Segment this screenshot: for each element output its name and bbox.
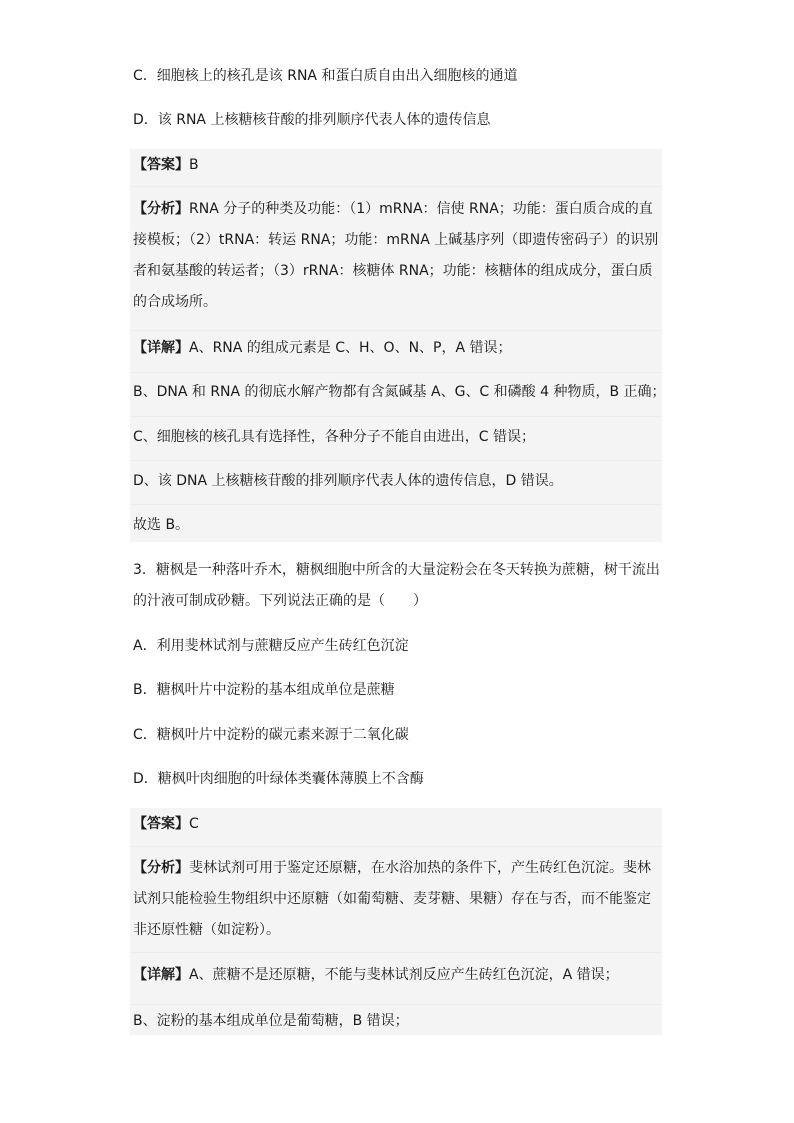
q3-option-c: C．糖枫叶片中淀粉的碳元素来源于二氧化碳 [133,727,409,743]
q3-option-d: D．糖枫叶肉细胞的叶绿体类囊体薄膜上不含酶 [133,771,424,787]
divider [130,416,662,417]
q3-answer [133,814,199,834]
q3-stem: 3．糖枫是一种落叶乔木，糖枫细胞中所含的大量淀粉会在冬天转换为蔗糖，树干流出的汁液可制成砂糖。下列说法正确的是（ ） [133,562,660,609]
divider [130,186,662,187]
divider [130,330,662,331]
divider [130,372,662,373]
q2-option-c: C．细胞核上的核孔是该 RNA 和蛋白质自由出入细胞核的通道 [133,68,518,84]
divider [130,952,662,953]
answer-value: B [189,157,199,173]
divider [130,846,662,847]
detail-label: 【详解】 [133,967,189,983]
q3-detail-b: B、淀粉的基本组成单位是葡萄糖，B 错误； [133,1013,409,1029]
analysis-label: 【分析】 [133,201,189,217]
answer-label: 【答案】 [133,157,189,173]
answer-label: 【答案】 [133,816,189,832]
q3-option-b: B．糖枫叶片中淀粉的基本组成单位是蔗糖 [133,682,395,698]
q2-answer [133,155,199,175]
q3-detail-a [133,965,619,985]
q2-detail-d: D、该 DNA 上核糖核苷酸的排列顺序代表人体的遗传信息，D 错误。 [133,473,563,489]
q3-option-a: A．利用斐林试剂与蔗糖反应产生砖红色沉淀 [133,638,409,654]
divider [130,460,662,461]
analysis-text: 斐林试剂可用于鉴定还原糖，在水浴加热的条件下，产生砖红色沉淀。斐林试剂只能检验生物组织中还原糖（如葡萄糖、麦芽糖、果糖）存在与否，而不能鉴定非还原性糖（如淀粉）。 [133,860,651,938]
q2-detail-c: C、细胞核的核孔具有选择性，各种分子不能自由进出，C 错误； [133,429,535,445]
q3-analysis [133,853,661,946]
q2-analysis [133,194,661,318]
detail-text: A、RNA 的组成元素是 C、H、O、N、P，A 错误； [189,340,512,356]
q2-conclusion: 故选 B。 [133,517,190,533]
divider [130,504,662,505]
q2-detail-a [133,338,512,358]
analysis-text: RNA 分子的种类及功能：（1）mRNA：信使 RNA；功能：蛋白质合成的直接模板；（2）tRNA：转运 RNA；功能：mRNA 上碱基序列（即遗传密码子）的识别者和氨基酸的转运者；（3）rRNA：核糖体 RNA；功能：核糖体的组成成分，蛋白质的合成场所。 [133,201,659,310]
answer-value: C [189,816,199,832]
analysis-label: 【分析】 [133,860,189,876]
q2-detail-b: B、DNA 和 RNA 的彻底水解产物都有含氮碱基 A、G、C 和磷酸 4 种物质，B 正确； [133,384,666,400]
divider [130,1004,662,1005]
detail-label: 【详解】 [133,340,189,356]
detail-text: A、蔗糖不是还原糖，不能与斐林试剂反应产生砖红色沉淀，A 错误； [189,967,619,983]
q2-option-d: D．该 RNA 上核糖核苷酸的排列顺序代表人体的遗传信息 [133,112,491,128]
